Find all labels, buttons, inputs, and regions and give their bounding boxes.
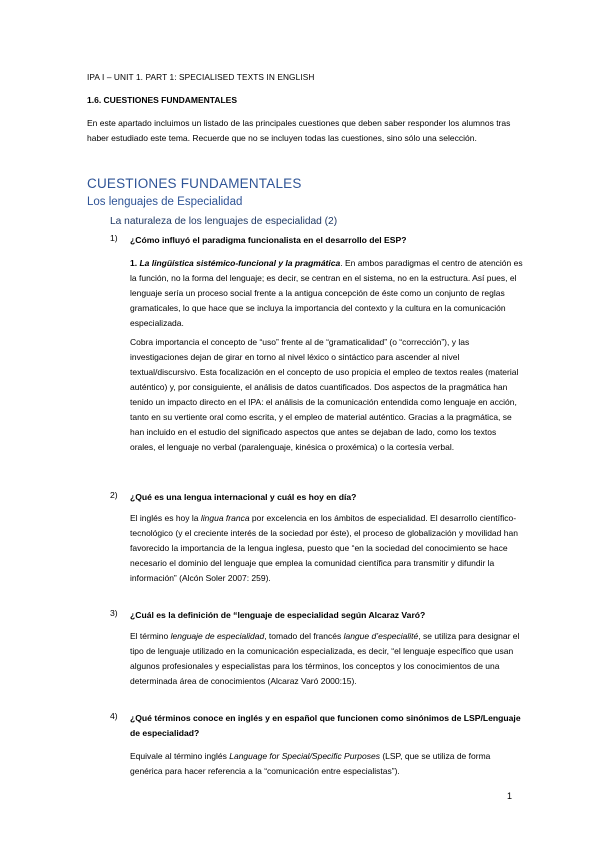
section-title: 1.6. CUESTIONES FUNDAMENTALES: [87, 95, 238, 105]
question-number: 4): [110, 711, 118, 721]
question-text: ¿Qué términos conoce en inglés y en español que funcionen como sinónimos de LSP/Lenguaje de especialidad?: [130, 713, 521, 738]
question-text: ¿Cómo influyó el paradigma funcionalista en el desarrollo del ESP?: [130, 235, 407, 245]
question-number: 2): [110, 490, 118, 500]
course-header: IPA I – UNIT 1. PART 1: SPECIALISED TEXTS IN ENGLISH: [87, 72, 315, 82]
answer-lead-number: 1.: [130, 258, 140, 268]
answer-italic: langue d’especialité: [343, 631, 419, 641]
answer-1-paragraph-1: [130, 256, 523, 331]
heading-3: La naturaleza de los lenguajes de especialidad (2): [110, 216, 338, 227]
answer-italic: Language for Special/Specific Purposes: [229, 751, 380, 761]
page-number: 1: [507, 791, 513, 801]
answer-text: El término: [130, 631, 171, 641]
answer-3: [130, 629, 523, 689]
answer-4: [130, 749, 523, 779]
answer-italic: lingua franca: [200, 513, 250, 523]
intro-paragraph: En este apartado incluimos un listado de las principales cuestiones que deben saber responder los alumnos tras haber estudiado este tema. Recuerde que no se incluyen todas las cuestiones, sino sólo una selección.: [87, 118, 511, 143]
question-number: 1): [110, 233, 118, 243]
answer-1-paragraph-2: Cobra importancia el concepto de “uso” frente al de “gramaticalidad” (o “corrección”), y las investigaciones dejan de girar en torno al nivel léxico o sintáctico para ascender al nivel textual/discursivo. Esta focalización en el concepto de uso propicia el empleo de textos reales (material auténtico) y, por consiguiente, el análisis de datos cuantificados. Dos aspectos de la pragmática han tenido un impacto directo en el IPA: el análisis de la comunicación entendida como lenguaje en acción, tanto en su vertiente oral como escrita, y el empleo de material auténtico. Gracias a la pragmática, se han incluido en el estudio del significado aspectos que antes se dejaban de lado, como los textos orales, el lenguaje no verbal (paralenguaje, kinésica o proxémica) o la cortesía verbal.: [130, 337, 519, 452]
answer-text: , tomado del francés: [264, 631, 344, 641]
question-text: ¿Cuál es la definición de “lenguaje de especialidad según Alcaraz Varó?: [130, 610, 426, 620]
answer-italic: lenguaje de especialidad: [170, 631, 265, 641]
answer-lead-italic: La lingüística sistémico-funcional y la pragmática: [139, 258, 341, 268]
heading-1: CUESTIONES FUNDAMENTALES: [87, 176, 302, 191]
heading-2: Los lenguajes de Especialidad: [87, 196, 243, 208]
answer-text: , se utiliza para designar el tipo de lenguaje utilizado en la comunicación especializada, es decir, “el lenguaje específico que usan algunos profesionales y especialistas para los términos, los conceptos y los conocimientos de una determinada área de conocimientos (Alcaraz Varó 2000:15).: [130, 631, 520, 686]
answer-text: . En ambos paradigmas el centro de atención es la función, no la forma del lenguaje; es decir, se centran en el sistema, no en la estructura. Así pues, el lenguaje sería un proceso social frente a la antigua concepción de éste como un conjunto de reglas gramaticales, lo que hace que se incluya la importancia del contexto y la cultura en la comunicación especializada.: [130, 258, 523, 328]
answer-text: El inglés es hoy la: [130, 513, 201, 523]
answer-text: por excelencia en los ámbitos de especialidad. El desarrollo científico-tecnológico (y el creciente interés de la sociedad por éste), el proceso de globalización y movilidad han favorecido la importancia de la lengua inglesa, puesto que “en la sociedad del conocimiento se hace necesario el dominio del lenguaje que emplea la comunidad científica para transmitir y difundir la información” (Alcón Soler 2007: 259).: [130, 513, 518, 583]
question-number: 3): [110, 608, 118, 618]
question-text: ¿Qué es una lengua internacional y cuál es hoy en día?: [130, 492, 357, 502]
answer-2: [130, 511, 523, 586]
answer-text: Equivale al término inglés: [130, 751, 230, 761]
answer-text: (LSP, que se utiliza de forma genérica para hacer referencia a la “comunicación entre especialistas”).: [130, 751, 491, 776]
